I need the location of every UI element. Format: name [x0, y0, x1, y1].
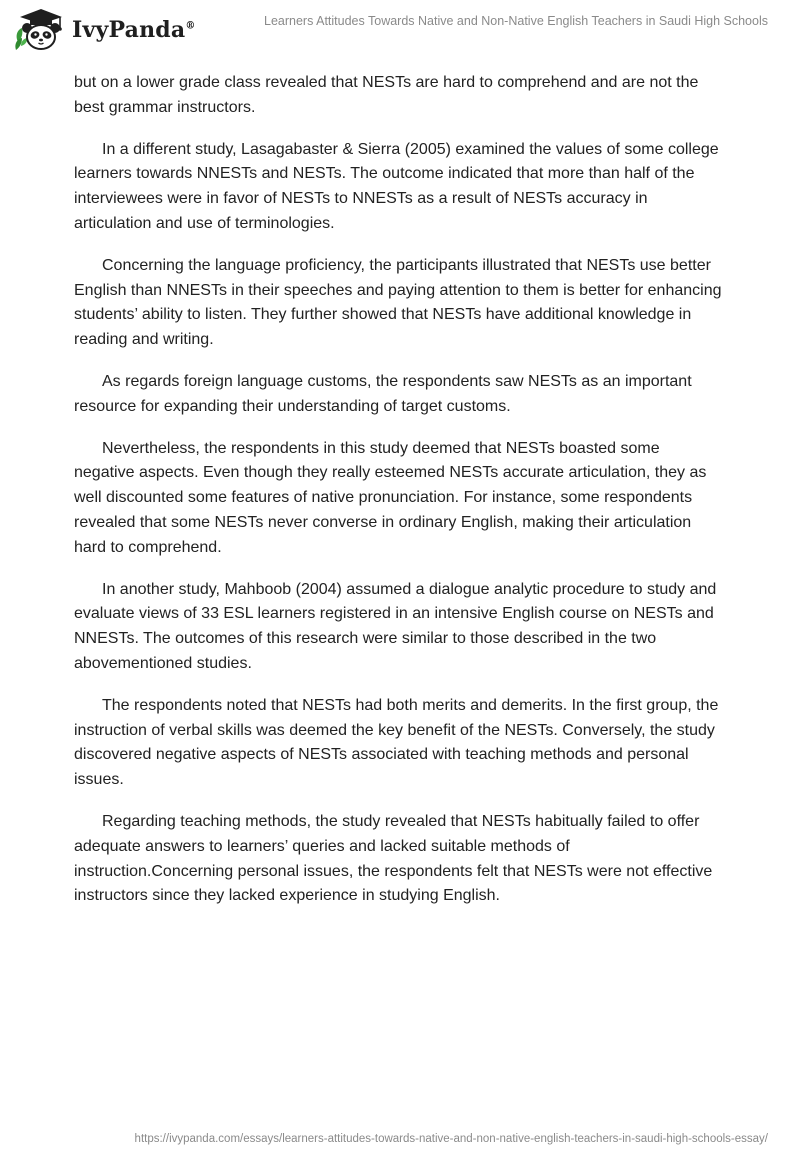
paragraph: The respondents noted that NESTs had both merits and demerits. In the first group, the instruction of verbal skills was deemed the key benefit of the NESTs. Conversely, the study discovered negative aspects of NESTs associated with teaching methods and personal issues. [74, 696, 719, 789]
logo-wordmark: IvyPanda® [72, 17, 196, 43]
paragraph: Regarding teaching methods, the study revealed that NESTs habitually failed to offer adequate answers to learners’ queries and lacked suitable methods of instruction.Concerning personal issues, the respondents felt that NESTs were not effective instructors since they lacked experience in studying English. [74, 812, 713, 905]
ivypanda-logo[interactable] [14, 8, 196, 52]
essay-body [74, 71, 724, 926]
panda-graduate-icon [14, 8, 68, 52]
paragraph: Nevertheless, the respondents in this study deemed that NESTs boasted some negative aspects. Even though they really esteemed NESTs accurate articulation, they as well discounted some features of native pronunciation. For instance, some respondents revealed that some NESTs never converse in ordinary English, making their articulation hard to comprehend. [74, 439, 707, 556]
paragraph: Concerning the language proficiency, the participants illustrated that NESTs use better English than NNESTs in their speeches and paying attention to them is better for enhancing students’ ability to listen. They further showed that NESTs have additional knowledge in reading and writing. [74, 256, 722, 349]
paragraph: In a different study, Lasagabaster & Sierra (2005) examined the values of some college learners towards NNESTs and NESTs. The outcome indicated that more than half of the interviewees were in favor of NESTs to NNESTs as a result of NESTs accuracy in articulation and use of terminologies. [74, 140, 719, 232]
document-title: Learners Attitudes Towards Native and Non-Native English Teachers in Saudi High Schools [264, 14, 768, 28]
page-header [0, 0, 800, 64]
source-url[interactable]: https://ivypanda.com/essays/learners-attitudes-towards-native-and-non-native-english-teachers-in-saudi-high-schools-essay/ [134, 1133, 768, 1145]
paragraph: In another study, Mahboob (2004) assumed a dialogue analytic procedure to study and evaluate views of 33 ESL learners registered in an intensive English course on NESTs and NNESTs. The outcomes of this research were similar to those described in the two abovementioned studies. [74, 580, 717, 672]
paragraph: As regards foreign language customs, the respondents saw NESTs as an important resource for expanding their understanding of target customs. [74, 372, 692, 415]
paragraph: but on a lower grade class revealed that NESTs are hard to comprehend and are not the best grammar instructors. [74, 74, 699, 116]
